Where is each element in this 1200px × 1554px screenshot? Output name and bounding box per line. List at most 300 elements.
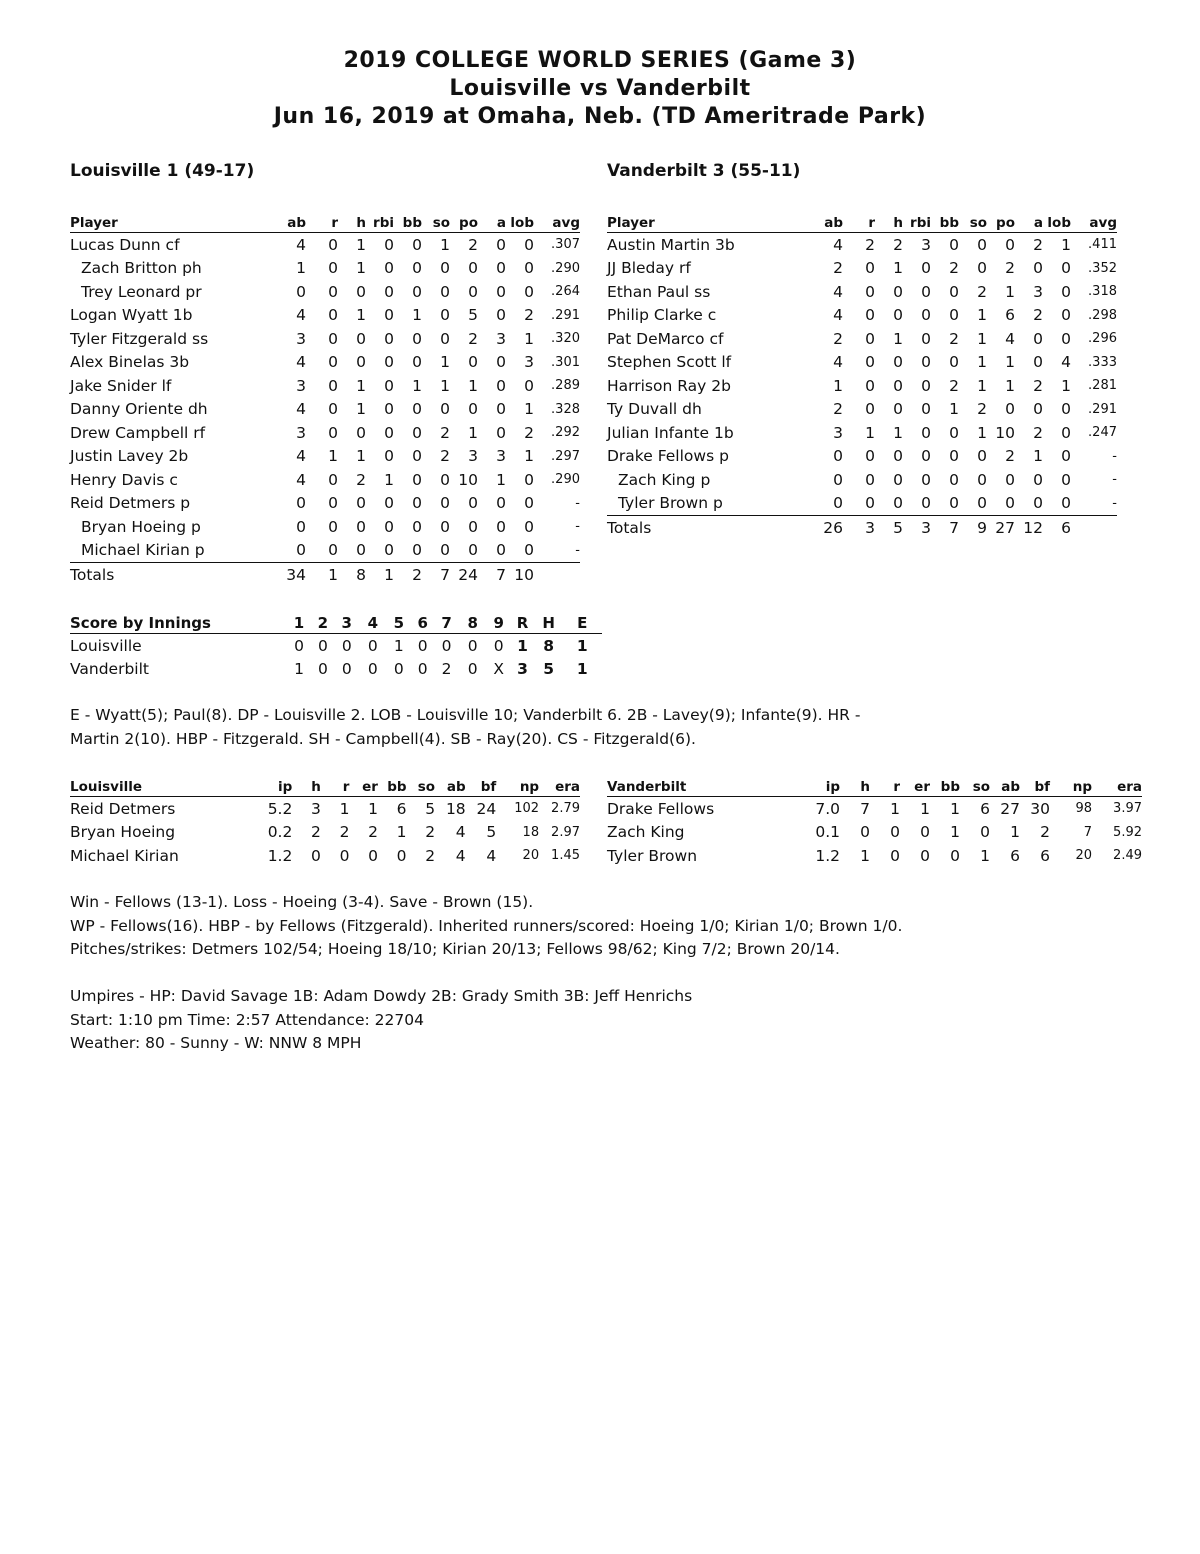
home-col-h: h [875,212,903,233]
inning-2-header: 2 [311,611,335,634]
total-lob: 6 [1061,518,1071,537]
stat-r: 0 [865,447,875,466]
pit-r: 1 [339,799,350,818]
player-row [607,492,1117,516]
inning-runs: 1 [294,660,304,679]
stat-po: 0 [1005,400,1015,419]
stat-bb: 2 [949,376,959,395]
home-col-po: po [987,212,1015,233]
pit-col-era: era [539,776,580,797]
stat-ab: 3 [296,376,306,395]
stat-h: 0 [356,353,366,372]
stat-a: 0 [1033,470,1043,489]
away-col-lob: lob [506,212,534,233]
pit-ab: 4 [455,823,466,842]
stat-avg: - [1112,448,1117,464]
stat-a: 0 [478,539,506,563]
stat-h: 0 [338,539,366,563]
away-col-so: so [422,212,450,233]
stat-so: 0 [440,306,450,325]
player-name: Tyler Brown p [607,492,818,516]
start-time-attendance: Start: 1:10 pm Time: 2:57 Attendance: 22704 [70,1010,424,1029]
stat-ab: 4 [296,447,306,466]
pit-bb: 6 [396,799,407,818]
pit-np: 20 [522,848,540,864]
stat-bb: 0 [949,235,959,254]
stat-lob: 0 [1061,282,1071,301]
pit-er: 1 [368,799,378,818]
stat-so: 1 [977,329,987,348]
pit-col-ab: ab [990,776,1020,797]
stat-a: 3 [1033,282,1043,301]
pit-col-er: er [349,776,378,797]
pit-col-h: h [840,776,870,797]
stat-h: 0 [875,492,903,516]
total-ab: 26 [823,518,843,537]
stat-bb: 0 [412,447,422,466]
player-name: Pat DeMarco cf [607,329,724,348]
inning-8-header: 8 [459,611,487,634]
stat-r: 0 [328,353,338,372]
stat-bb: 2 [949,259,959,278]
player-row [607,351,1117,375]
stat-lob: 0 [1061,259,1071,278]
stat-avg: .290 [551,472,580,488]
player-name: Logan Wyatt 1b [70,306,193,325]
stat-r: 1 [328,447,338,466]
stat-a: 2 [1033,235,1043,254]
stat-rbi: 0 [384,282,394,301]
stat-ab: 3 [296,329,306,348]
stat-h: 0 [893,447,903,466]
home-col-a: a [1015,212,1043,233]
stat-avg: .328 [551,401,580,417]
total-a: 12 [1023,518,1043,537]
stat-rbi: 0 [384,306,394,325]
player-row [70,421,580,445]
total-po: 24 [458,565,478,584]
total-so: 7 [440,565,450,584]
stat-so: 0 [977,235,987,254]
away-pitching [70,776,580,868]
stat-avg: .320 [551,331,580,347]
player-row [70,492,580,516]
linescore-row [70,658,680,682]
pit-bf: 24 [476,799,497,818]
stat-po: 0 [468,494,478,513]
stat-r: 0 [843,492,875,516]
home-team-title: Vanderbilt 3 (55-11) [607,161,801,181]
pit-h: 3 [311,799,321,818]
stat-po: 0 [468,517,478,536]
pit-col-h: h [292,776,321,797]
stat-so: 0 [440,282,450,301]
total-rbi: 1 [384,565,394,584]
stat-rbi: 0 [921,306,931,325]
player-row [70,445,580,469]
stat-bb: 0 [412,329,422,348]
stat-r: 0 [865,259,875,278]
away-col-h: h [338,212,366,233]
pitcher-row [607,844,1142,868]
stat-po: 3 [468,447,478,466]
home-col-r: r [843,212,875,233]
stat-lob: 0 [524,259,534,278]
home-col-rbi: rbi [903,212,931,233]
stat-r: 0 [865,306,875,325]
stat-ab: 4 [833,235,843,254]
stat-avg: .289 [551,378,580,394]
stat-po: 1 [468,376,478,395]
inning-1-header: 1 [287,611,311,634]
stat-a: 0 [496,259,506,278]
player-row [607,233,1117,257]
pit-so: 5 [425,799,436,818]
player-row [607,398,1117,422]
stat-bb: 0 [949,282,959,301]
player-name: Michael Kirian p [70,539,281,563]
stat-po: 2 [1005,447,1015,466]
inning-runs: 0 [367,636,378,655]
player-name: Stephen Scott lf [607,353,732,372]
stat-avg: .264 [551,284,580,300]
stat-rbi: 0 [921,329,931,348]
stat-r: 0 [865,470,875,489]
pit-np: 98 [1075,801,1092,817]
pit-col-bf: bf [1020,776,1050,797]
pit-h: 7 [860,799,870,818]
pit-col-ab: ab [435,776,466,797]
pitcher-row [70,797,580,821]
stat-ab: 4 [296,353,306,372]
player-name: Alex Binelas 3b [70,353,190,372]
stat-so: 1 [977,353,987,372]
player-name: Reid Detmers p [70,494,191,513]
stat-so: 0 [440,517,450,536]
player-row [607,327,1117,351]
stat-bb: 0 [394,539,422,563]
pit-so: 1 [980,846,990,865]
stat-a: 0 [496,235,506,254]
player-row [70,257,580,281]
stat-r: 0 [865,376,875,395]
stat-rbi: 3 [921,235,931,254]
stat-rbi: 0 [384,517,394,536]
stat-so: 1 [977,376,987,395]
pit-r: 0 [890,823,900,842]
stat-a: 2 [1033,376,1043,395]
pit-so: 2 [425,823,436,842]
rhe-value: 8 [543,636,555,655]
home-totals-row [607,516,1117,540]
stat-lob: 1 [524,447,534,466]
stat-r: 0 [328,306,338,325]
pit-col-r: r [321,776,350,797]
away-box-header [70,212,580,233]
home-col-avg: avg [1071,212,1117,233]
home-pitching [607,776,1142,868]
away-col-a: a [478,212,506,233]
player-row [70,351,580,375]
pit-era: 2.97 [551,824,580,840]
away-col-r: r [306,212,338,233]
pit-col-bb: bb [378,776,407,797]
pitcher-row [607,797,1142,821]
player-row [607,445,1117,469]
rhe-value: 1 [576,660,588,679]
total-ab: 34 [286,565,306,584]
stat-avg: .290 [551,260,580,276]
stat-r: 0 [328,282,338,301]
pit-er: 0 [368,846,378,865]
stat-so: 0 [440,470,450,489]
stat-lob: 1 [524,329,534,348]
pit-np: 20 [1075,848,1092,864]
pit-col-bf: bf [466,776,497,797]
pit-r: 2 [339,823,350,842]
rhe-E-header: E [563,611,602,634]
player-row [607,280,1117,304]
stat-po: 0 [987,492,1015,516]
stat-so: 0 [977,470,987,489]
stat-rbi: 0 [921,423,931,442]
stat-rbi: 0 [921,447,931,466]
stat-ab: 4 [833,282,843,301]
stat-avg: - [575,495,580,511]
pit-bb: 0 [396,846,407,865]
player-row [607,304,1117,328]
stat-bb: 0 [412,353,422,372]
notes-line-2: Martin 2(10). HBP - Fitzgerald. SH - Campbell(4). SB - Ray(20). CS - Fitzgerald(6). [70,729,696,748]
pit-ip: 5.2 [267,799,293,818]
player-name: Zach King p [618,470,711,489]
away-totals-row [70,563,580,587]
stat-ab: 4 [833,306,843,325]
stat-po: 10 [458,470,478,489]
stat-r: 0 [328,470,338,489]
pit-col-r: r [870,776,900,797]
player-row [70,468,580,492]
player-name: Ty Duvall dh [607,400,702,419]
stat-bb: 0 [949,470,959,489]
stat-rbi: 0 [921,282,931,301]
stat-po: 0 [1005,470,1015,489]
stat-rbi: 0 [384,235,394,254]
player-name: JJ Bleday rf [607,259,691,278]
away-col-rbi: rbi [366,212,394,233]
stat-lob: 0 [524,235,534,254]
pit-ab: 27 [1000,799,1020,818]
player-name: Jake Snider lf [70,376,172,395]
stat-po: 5 [468,306,478,325]
player-row [70,233,580,257]
player-name: Lucas Dunn cf [70,235,180,254]
rhe-R-header: R [511,611,535,634]
pit-col-er: er [900,776,930,797]
weather: Weather: 80 - Sunny - W: NNW 8 MPH [70,1034,362,1052]
player-row [607,374,1117,398]
stat-h: 0 [356,494,366,513]
stat-so: 0 [440,494,450,513]
stat-lob: 0 [1061,400,1071,419]
inning-runs: 0 [294,636,304,655]
home-box-header [607,212,1117,233]
stat-ab: 0 [296,517,306,536]
pit-col-ip: ip [254,776,293,797]
stat-avg: - [534,539,580,563]
stat-rbi: 0 [384,494,394,513]
linescore-title: Score by Innings [70,611,287,634]
stat-so: 1 [977,306,987,325]
stat-so: 0 [977,447,987,466]
stat-r: 2 [865,235,875,254]
stat-avg: - [575,519,580,535]
pit-col-np: np [1050,776,1092,797]
stat-avg: .307 [551,237,580,253]
stat-so: 1 [440,376,450,395]
stat-a: 0 [496,282,506,301]
pit-np: 18 [522,824,540,840]
stat-rbi: 0 [921,470,931,489]
stat-po: 10 [995,423,1015,442]
player-row [70,374,580,398]
stat-r: 0 [328,400,338,419]
stat-so: 0 [440,329,450,348]
stat-lob: 0 [1043,492,1071,516]
inning-3-header: 3 [335,611,359,634]
stat-ab: 4 [296,235,306,254]
stat-po: 4 [1005,329,1015,348]
stat-ab: 0 [296,494,306,513]
stat-so: 1 [440,235,450,254]
player-row [70,398,580,422]
stat-a: 0 [496,423,506,442]
pitcher-row [607,821,1142,845]
stat-a: 2 [1033,423,1043,442]
totals-label: Totals [70,565,115,584]
stat-h: 0 [356,423,366,442]
stat-po: 1 [1005,376,1015,395]
player-row [70,280,580,304]
stat-ab: 2 [833,400,843,419]
pit-era: 3.97 [1113,801,1142,817]
stat-r: 0 [306,539,338,563]
stat-h: 1 [893,423,903,442]
stat-h: 0 [356,517,366,536]
stat-r: 0 [865,353,875,372]
stat-r: 0 [328,423,338,442]
stat-avg: .333 [1088,354,1117,370]
rhe-value: 1 [576,636,588,655]
stat-lob: 0 [1061,306,1071,325]
total-r: 1 [328,565,338,584]
away-team-title: Louisville 1 (49-17) [70,161,255,181]
stat-lob: 1 [1061,235,1071,254]
inning-runs: 0 [341,660,352,679]
player-row [70,539,580,563]
stat-so: 0 [440,259,450,278]
notes-line-1: E - Wyatt(5); Paul(8). DP - Louisville 2. LOB - Louisville 10; Vanderbilt 6. 2B - Lavey(9); Infante(9). HR - [70,706,861,724]
stat-avg: .247 [1088,425,1117,441]
total-lob: 10 [514,565,534,584]
stat-lob: 0 [524,517,534,536]
rhe-H-header: H [535,611,563,634]
player-row [607,421,1117,445]
stat-rbi: 0 [384,259,394,278]
stat-bb: 1 [412,376,422,395]
player-name: Justin Lavey 2b [70,447,189,466]
stat-a: 0 [496,376,506,395]
stat-h: 0 [356,282,366,301]
stat-a: 1 [496,470,506,489]
stat-lob: 1 [524,400,534,419]
rhe-value: 3 [517,660,528,679]
umpires: Umpires - HP: David Savage 1B: Adam Dowdy 2B: Grady Smith 3B: Jeff Henrichs [70,987,693,1005]
stat-lob: 4 [1061,353,1071,372]
player-row [607,468,1117,492]
inning-runs: 0 [467,636,478,655]
away-col-ab: ab [281,212,306,233]
stat-h: 2 [356,470,366,489]
stat-a: 0 [1033,259,1043,278]
stat-rbi: 0 [921,376,931,395]
player-name: Henry Davis c [70,470,178,489]
inning-runs: 0 [417,660,428,679]
stat-so: 2 [977,282,987,301]
inning-runs: 0 [417,636,428,655]
stat-ab: 4 [296,470,306,489]
pitcher-name: Michael Kirian [70,846,179,865]
pit-bf: 30 [1030,799,1050,818]
away-col-po: po [450,212,478,233]
stat-rbi: 0 [384,423,394,442]
stat-po: 6 [1005,306,1015,325]
stat-bb: 0 [949,306,959,325]
stat-r: 1 [865,423,875,442]
stat-lob: 0 [524,470,534,489]
pit-h: 0 [860,823,870,842]
stat-r: 0 [865,282,875,301]
pitcher-name: Zach King [607,823,685,842]
pit-ab: 4 [455,846,466,865]
inning-runs: 0 [341,636,352,655]
stat-avg: .296 [1088,331,1117,347]
pit-ip: 1.2 [815,846,840,865]
pit-bb: 1 [950,823,960,842]
stat-po: 0 [468,353,478,372]
stat-ab: 0 [818,492,843,516]
pit-h: 1 [860,846,870,865]
pitcher-name: Reid Detmers [70,799,176,818]
pit-col-era: era [1092,776,1142,797]
inning-runs: 2 [441,660,452,679]
pit-bb: 1 [396,823,407,842]
stat-rbi: 1 [384,470,394,489]
stat-po: 0 [450,539,478,563]
stat-bb: 0 [949,447,959,466]
stat-a: 3 [496,329,506,348]
stat-a: 0 [496,306,506,325]
stat-lob: 0 [506,539,534,563]
stat-r: 0 [328,259,338,278]
stat-h: 2 [893,235,903,254]
stat-r: 0 [865,329,875,348]
stat-lob: 3 [524,353,534,372]
stat-h: 1 [356,306,366,325]
stat-po: 2 [1005,259,1015,278]
pit-er: 2 [368,823,378,842]
inning-runs: X [493,660,505,679]
